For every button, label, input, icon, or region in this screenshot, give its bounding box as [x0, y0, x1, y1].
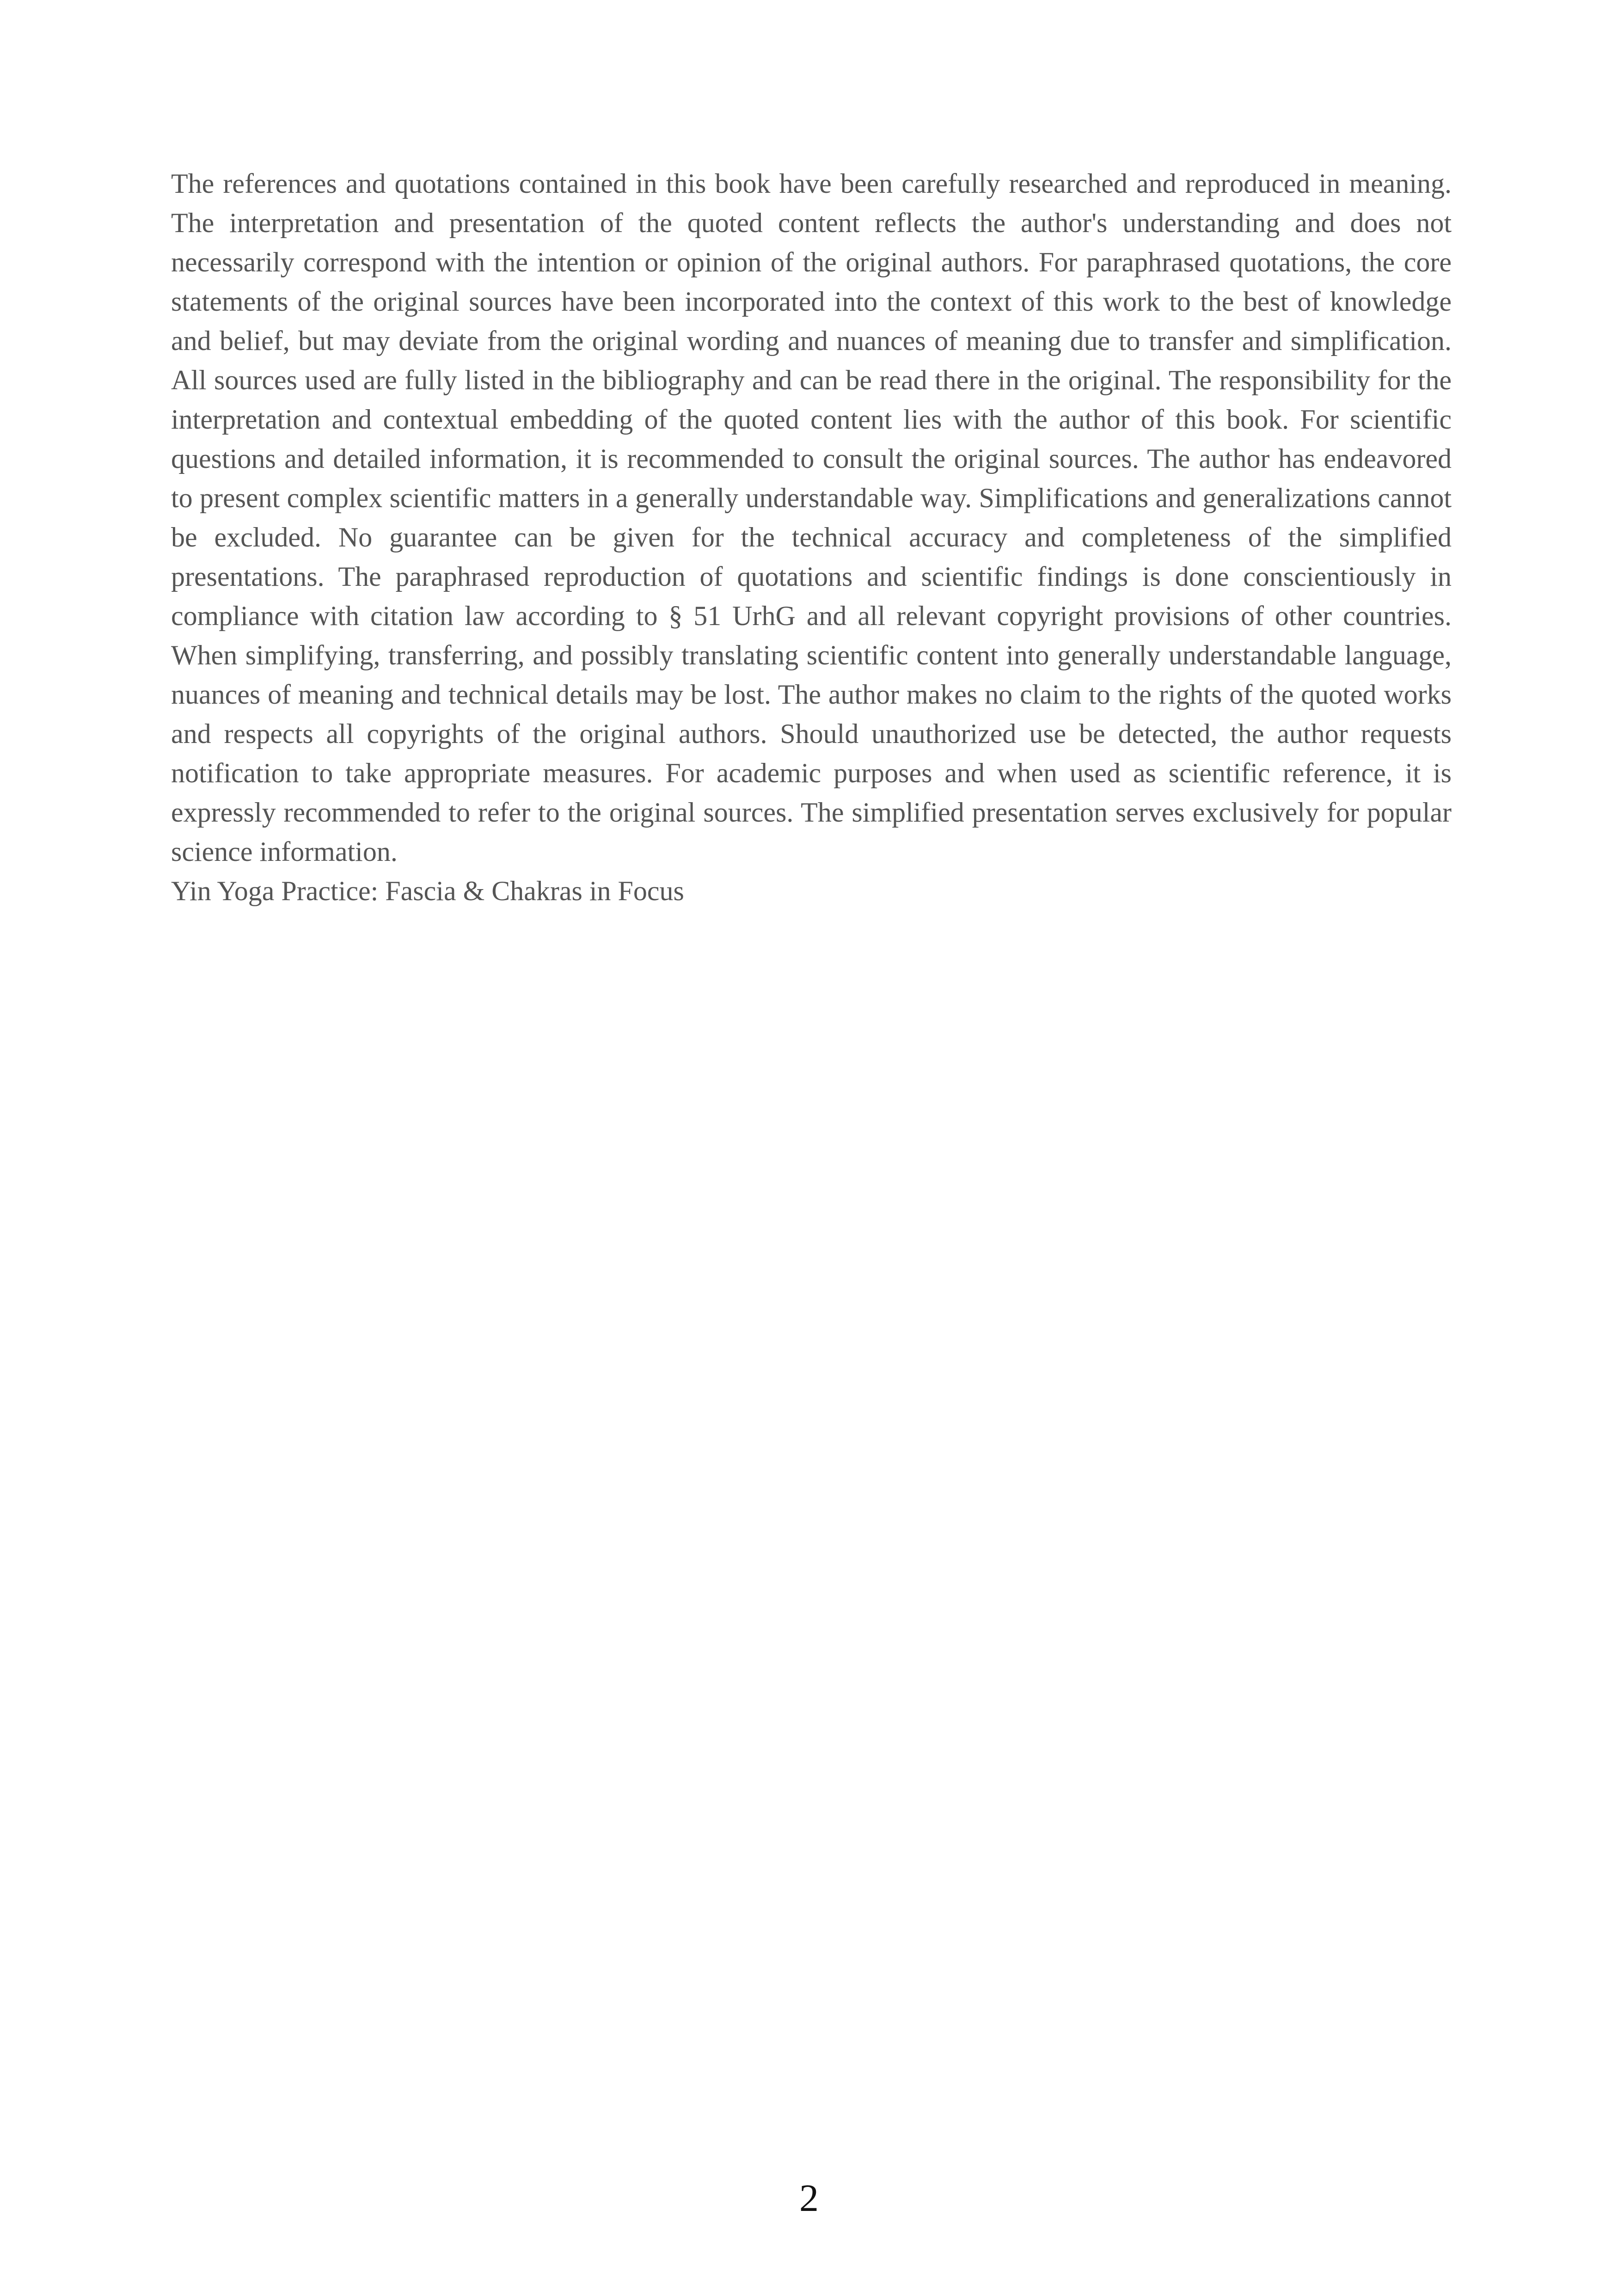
disclaimer-paragraph: The references and quotations contained in this book have been carefully researched and reproduced in meaning. The interpretation and presentation of the quoted content reflects the author's understanding and does not necessarily correspond with the intention or opinion of the original authors. For paraphrased quotations, the core statements of the original sources have been incorporated into the context of this work to the best of knowledge and belief, but may deviate from the original wording and nuances of meaning due to transfer and simplification. All sources used are fully listed in the bibliography and can be read there in the original. The responsibility for the interpretation and contextual embedding of the quoted content lies with the author of this book. For scientific questions and detailed information, it is recommended to consult the original sources. The author has endeavored to present complex scientific matters in a generally understandable way. Simplifications and generalizations cannot be excluded. No guarantee can be given for the technical accuracy and completeness of the simplified presentations. The paraphrased reproduction of quotations and scientific findings is done conscientiously in compliance with citation law according to § 51 UrhG and all relevant copyright provisions of other countries. When simplifying, transferring, and possibly translating scientific content into generally understandable language, nuances of meaning and technical details may be lost. The author makes no claim to the rights of the quoted works and respects all copyrights of the original authors. Should unauthorized use be detected, the author requests notification to take appropriate measures. For academic purposes and when used as scientific reference, it is expressly recommended to refer to the original sources. The simplified presentation serves exclusively for popular science information.	[171, 168, 1452, 867]
body-text-block	[171, 164, 1452, 911]
book-title: Yin Yoga Practice: Fascia & Chakras in Focus	[171, 876, 684, 906]
page-number: 2	[799, 2177, 819, 2220]
